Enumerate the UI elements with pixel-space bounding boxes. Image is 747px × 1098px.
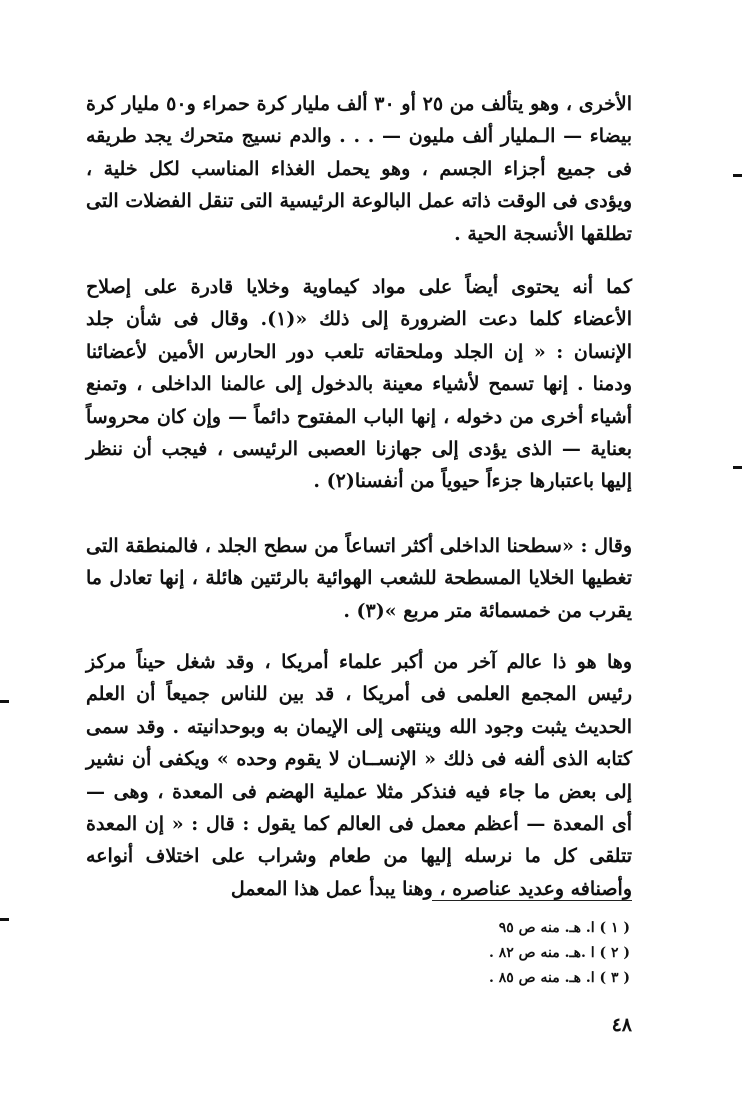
footnotes — [380, 916, 630, 991]
page-number: ٤٨ — [611, 1014, 632, 1036]
binding-mark — [0, 700, 9, 703]
body-paragraph-3: وقال : «سطحنا الداخلى أكثر اتساعاً من سطح الجلد ، فالمنطقة التى تغطيها الخلايا المسطحة للشعب الهوائية بالرئتين هائلة ، إنها تعادل ما يقرب من خمسمائة متر مربع »(٣) . — [86, 535, 632, 622]
footnote-2: ( ٢ ) ا .هـ. منه ص ٨٢ . — [489, 945, 630, 961]
binding-mark — [733, 466, 742, 469]
body-paragraph-4: وها هو ذا عالم آخر من أكبر علماء أمريكا ، وقد شغل حيناً مركز رئيس المجمع العلمى فى أمريكا ، قد بين للناس جميعاً أن العلم الحديث يثبت وجود الله وينتهى إلى الإيمان به وبوحدانيته . وقد سمى كتابه الذى ألفه فى ذلك « الإنســان لا يقوم وحده » ويكفى أن نشير إلى بعض ما جاء فيه فنذكر مثلا عملية الهضم فى المعدة ، وهى — أى المعدة — أعظم معمل فى العالم كما يقول : قال : « إن المعدة تتلقى كل ما نرسله إليها من طعام وشراب على اختلاف أنواعه وأصنافه وعديد عناصره ، وهنا يبدأ عمل هذا المعمل — [86, 651, 632, 900]
footnote-divider — [432, 900, 632, 901]
footnote-3: ( ٣ ) ا. هـ. منه ص ٨٥ . — [489, 970, 630, 986]
footnote-1: ( ١ ) ا. هـ. منه ص ٩٥ — [498, 920, 630, 936]
body-paragraph-1: الأخرى ، وهو يتألف من ٢٥ أو ٣٠ ألف مليار كرة حمراء و٥٠ مليار كرة بيضاء — الـمليار ألف مليون — . . . والدم نسيج متحرك يجد طريقه فى جميع أجزاء الجسم ، وهو يحمل الغذاء المناسب لكل خلية ، ويؤدى فى الوقت ذاته عمل البالوعة الرئيسية التى تنقل الفضلات التى تطلقها الأنسجة الحية . — [86, 93, 632, 245]
binding-mark — [733, 174, 742, 177]
body-paragraph-2: كما أنه يحتوى أيضاً على مواد كيماوية وخلايا قادرة على إصلاح الأعضاء كلما دعت الضرورة إلى ذلك «(١). وقال فى شأن جلد الإنسان : « إن الجلد وملحقاته تلعب دور الحارس الأمين لأعضائنا ودمنا . إنها تسمح لأشياء معينة بالدخول إلى عالمنا الداخلى ، وتمنع أشياء أخرى من دخوله ، إنها الباب المفتوح دائماً — وإن كان محروساً بعناية — الذى يؤدى إلى جهازنا العصبى الرئيسى ، فيجب أن ننظر إليها باعتبارها جزءاً حيوياً من أنفسنا(٢) . — [86, 276, 632, 493]
binding-mark — [0, 918, 9, 921]
